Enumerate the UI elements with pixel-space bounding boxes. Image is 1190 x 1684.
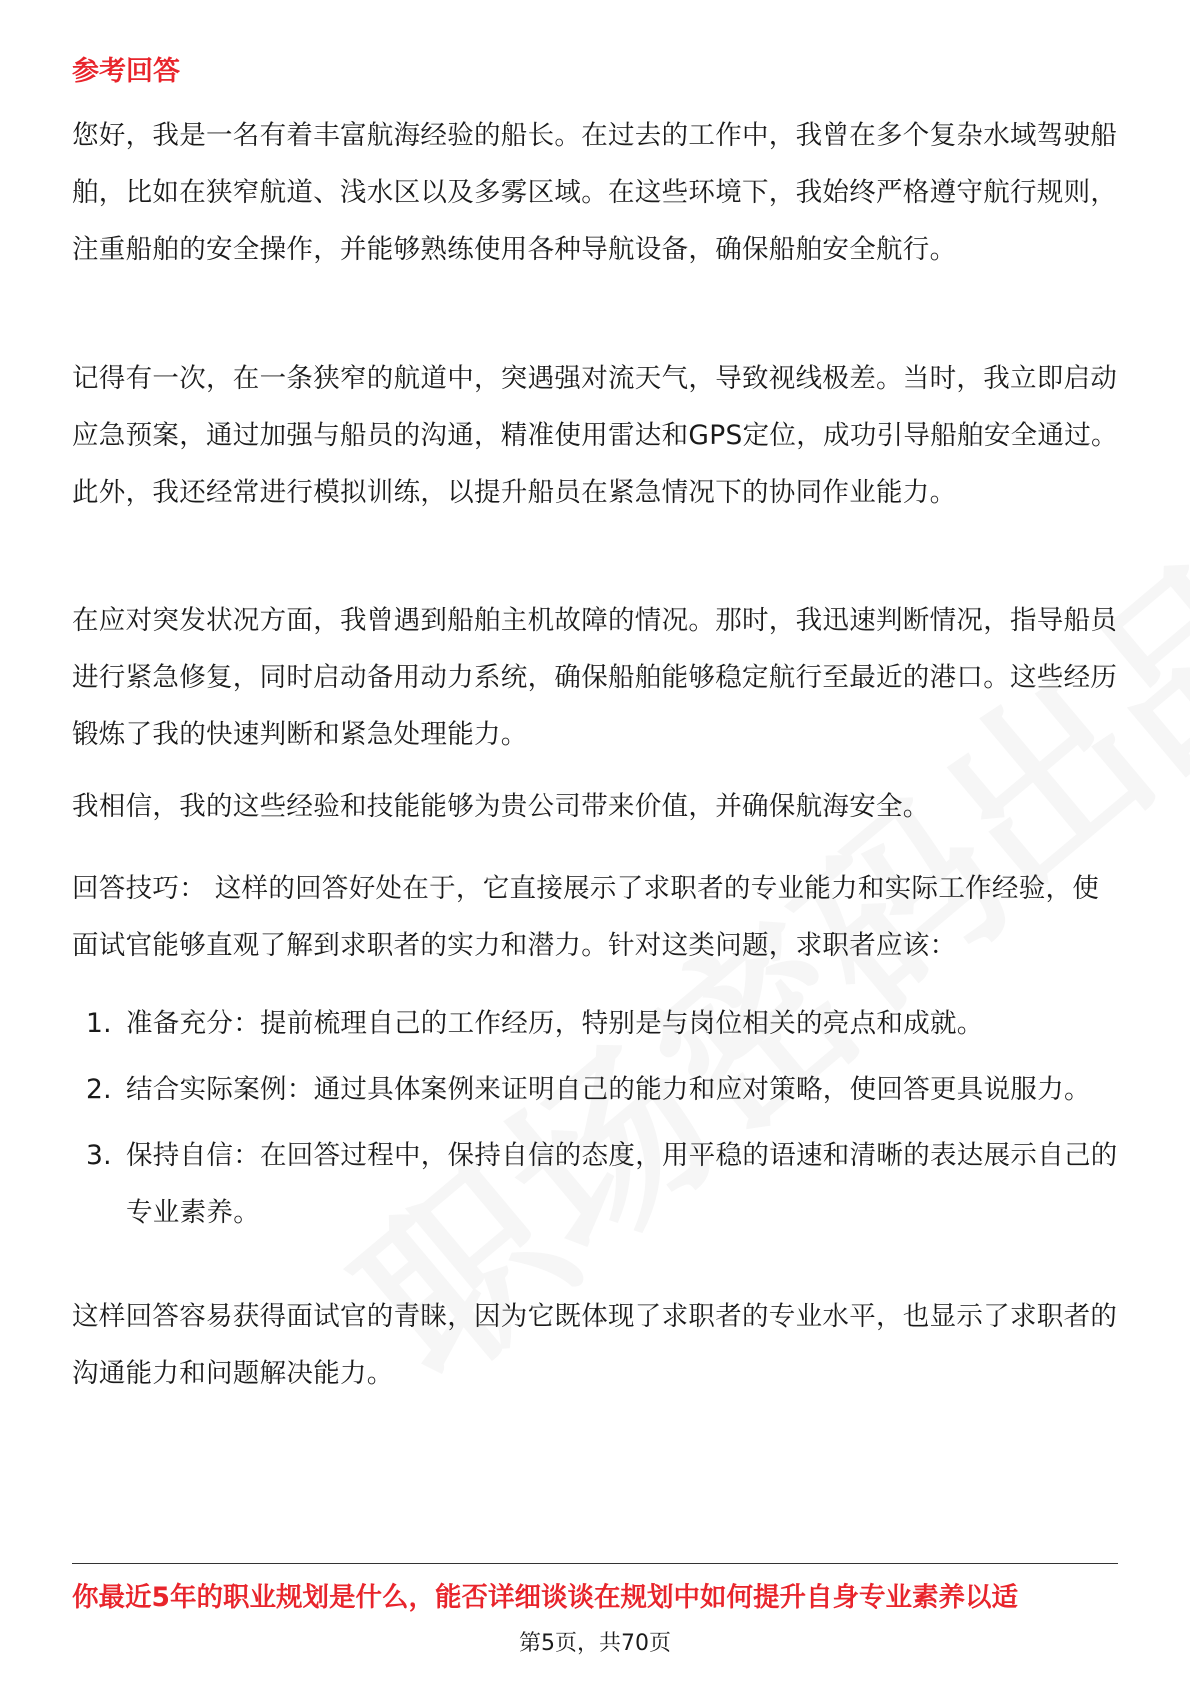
answer-paragraph-1: 您好，我是一名有着丰富航海经验的船长。在过去的工作中，我曾在多个复杂水域驾驶船舶，比如在狭窄航道、浅水区以及多雾区域。在这些环境下，我始终严格遵守航行规则，注重船舶的安全操作，并能够熟练使用各种导航设备，确保船舶安全航行。 — [72, 120, 1118, 265]
list-item — [72, 1061, 1120, 1118]
tips-intro: 回答技巧： 这样的回答好处在于，它直接展示了求职者的专业能力和实际工作经验，使面试官能够直观了解到求职者的实力和潜力。针对这类问题，求职者应该： — [72, 873, 1100, 961]
list-item — [72, 995, 1120, 1052]
list-item-text: 结合实际案例：通过具体案例来证明自己的能力和应对策略，使回答更具说服力。 — [126, 1074, 1091, 1105]
list-item — [72, 1127, 1120, 1241]
page-number: 第5页，共70页 — [519, 1631, 671, 1656]
list-item-number: 1. — [86, 1008, 112, 1039]
list-item-text: 准备充分：提前梳理自己的工作经历，特别是与岗位相关的亮点和成就。 — [126, 1008, 984, 1039]
answer-paragraph-3: 在应对突发状况方面，我曾遇到船舶主机故障的情况。那时，我迅速判断情况，指导船员进行紧急修复，同时启动备用动力系统，确保船舶能够稳定航行至最近的港口。这些经历锻炼了我的快速判断和紧急处理能力。 — [72, 605, 1118, 750]
section-heading: 参考回答 — [72, 56, 180, 87]
answer-paragraph-4: 我相信，我的这些经验和技能能够为贵公司带来价值，并确保航海安全。 — [72, 791, 930, 822]
divider — [72, 1563, 1118, 1564]
list-item-number: 3. — [86, 1140, 112, 1171]
answer-paragraph-2: 记得有一次，在一条狭窄的航道中，突遇强对流天气，导致视线极差。当时，我立即启动应急预案，通过加强与船员的沟通，精准使用雷达和GPS定位，成功引导船舶安全通过。此外，我还经常进行模拟训练，以提升船员在紧急情况下的协同作业能力。 — [72, 363, 1118, 508]
list-item-number: 2. — [86, 1074, 112, 1105]
tips-list — [72, 995, 1120, 1250]
next-question-heading: 你最近5年的职业规划是什么，能否详细谈谈在规划中如何提升自身专业素养以适 — [72, 1582, 1018, 1613]
closing-paragraph: 这样回答容易获得面试官的青睐，因为它既体现了求职者的专业水平，也显示了求职者的沟通能力和问题解决能力。 — [72, 1301, 1118, 1389]
list-item-text: 保持自信：在回答过程中，保持自信的态度，用平稳的语速和清晰的表达展示自己的专业素养。 — [126, 1140, 1118, 1228]
